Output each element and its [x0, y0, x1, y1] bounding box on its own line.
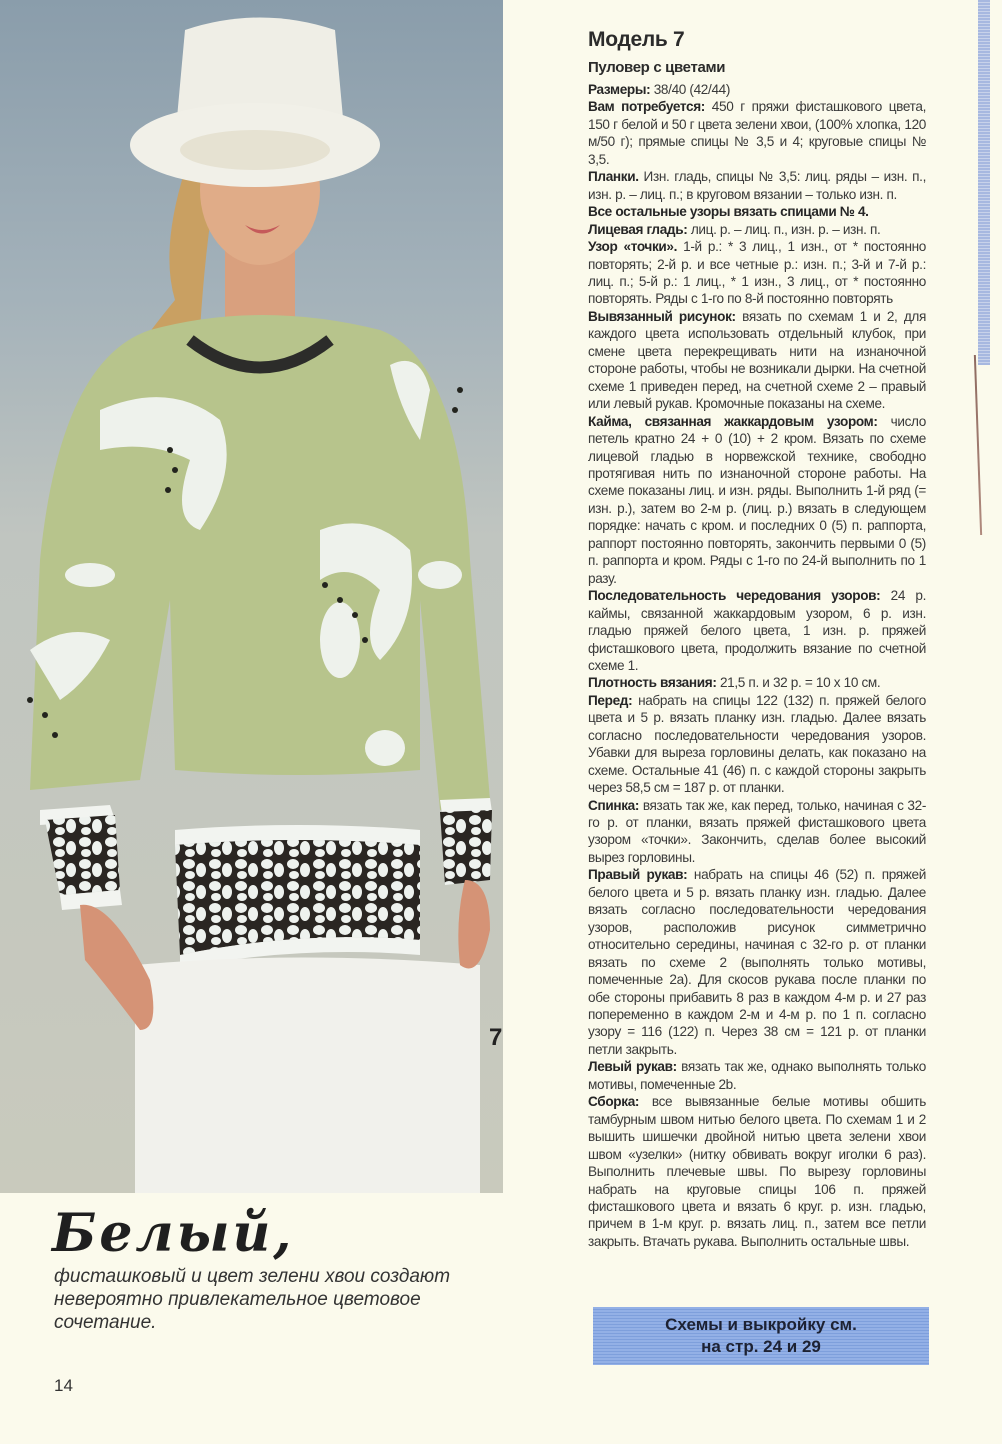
section-label: Размеры:: [588, 82, 651, 97]
schematics-reference-box: [593, 1307, 929, 1365]
section-materials: [588, 98, 926, 168]
section-label: Спинка:: [588, 797, 640, 813]
section-gauge: [588, 674, 926, 691]
section-stockinette: [588, 221, 926, 238]
model-title: Модель 7: [588, 28, 685, 51]
section-label: Вам потребуется:: [588, 99, 705, 115]
section-text: вязать так же, однако выполнять только мотивы, помеченные 2b.: [588, 1059, 926, 1092]
section-text: вязать так же, как перед, только, начиная с 32-го р. от планки, вязать пряжей фисташкового цвета узором «точки». Закончить, сделав более высокий вырез горловины.: [588, 797, 926, 865]
page-edge-strip: [978, 0, 990, 365]
section-label: Лицевая гладь:: [588, 221, 688, 237]
model-illustration: [0, 0, 503, 1193]
reference-line-1: Схемы и выкройку см.: [665, 1315, 857, 1334]
headline-title: Белый,: [52, 1203, 295, 1264]
section-label: Все остальные узоры вязать спицами № 4.: [588, 204, 869, 220]
section-right-sleeve: [588, 866, 926, 1058]
section-sizes: [588, 81, 926, 98]
section-text: 24 р. каймы, связанной жаккардовым узором, 6 р. изн. гладью пряжей белого цвета, 1 изн. р. пряжей фисташкового цвета, продолжить вязание по счетной схеме 1.: [588, 588, 926, 673]
section-dots-pattern: [588, 238, 926, 308]
section-text: все вывязанные белые мотивы обшить тамбурным швом нитью белого цвета. По схемам 1 и 2 вышить шишечки двойной нитью цвета зелени хвои швом «узелки» (нитку обвивать вокруг иголки 6 раз). Выполнить плечевые швы. По вырезу горловины набрать на круговые спицы 106 п. пряжей фисташкового цвета и вязать 6 круг. р. изн. гладью, причем в 1-м круг. р. вязать лиц. п., затем все петли закрыть. Втачать рукава. Выполнить остальные швы.: [588, 1094, 926, 1249]
section-text: 450 г пряжи фисташкового цвета, 150 г белой и 50 г цвета зелени хвои, (100% хлопка, 120 м/50 г); прямые спицы № 3,5 и 4; круговые спицы № 3,5.: [588, 99, 926, 167]
pattern-instructions: [588, 27, 926, 1250]
section-text: набрать на спицы 46 (52) п. пряжей белого цвета и 5 р. вязать планку изн. гладью. Далее вязать согласно последовательности чередования узоров, расположив рисунок симметрично относительно середины, начиная с 32-го р. от планки вязать по схеме 2 (выполнять только мотивы, помеченные 2а). Для скосов рукава после планки по обе стороны прибавить 8 раз в каждом 4-м р. и 27 раз попеременно в каждом 2-м и 4-м р. по 1 п. согласно узору = 116 (122) п. Через 38 см = 121 р. от планки петли закрыть.: [588, 867, 926, 1057]
headline-tagline: фисташковый и цвет зелени хвои создают невероятно привлекательное цветовое сочетание.: [54, 1266, 451, 1333]
section-label: Кайма, связанная жаккардовым узором:: [588, 413, 878, 429]
section-label: Последовательность чередования узоров:: [588, 588, 881, 604]
section-text: 1-й р.: * 3 лиц., 1 изн., от * постоянно повторять; 2-й р. и все четные р.: изн. п.; 3-й и 7-й р.: лиц. п.; 5-й р.: 1 лиц., * 1 изн., 3 лиц., от * постоянно повторять. Ряды с 1-го по 8-й постоянно повторять: [588, 239, 926, 307]
section-text: число петель кратно 24 + 0 (10) + 2 кром. Вязать по схеме лицевой гладью в норвежской технике, свободно протягивая нить по изнаночной стороне работы. На схеме показаны лиц. и изн. ряды. Выполнить 1-й ряд (= изн. р.), затем во 2-м р. (лиц. р.) вязать в следующем порядке: начать с кром. и последних 0 (5) п. раппорта, раппорт постоянно повторять, закончить первыми 0 (5) п. раппорта и кром. Ряды с 1-го по 24-й выполнить по 1 разу.: [588, 413, 927, 586]
page-edge-line: [974, 355, 982, 535]
section-label: Плотность вязания:: [588, 675, 717, 691]
section-label: Узор «точки».: [588, 239, 678, 255]
section-label: Планки.: [588, 169, 639, 185]
section-assembly: [588, 1093, 926, 1250]
section-text: набрать на спицы 122 (132) п. пряжей белого цвета и 5 р. вязать планку изн. гладью. Далее вязать согласно последовательности чередования узоров. Убавки для выреза горловины делать, как показано на схеме. Остальные 41 (46) п. с каждой стороны закрыть через 58,5 см = 187 р. от планки.: [588, 692, 926, 796]
section-left-sleeve: [588, 1058, 926, 1093]
reference-line-2: на стр. 24 и 29: [701, 1337, 821, 1356]
section-text: Изн. гладь, спицы № 3,5: лиц. ряды – изн. п., изн. р. – лиц. п.; в круговом вязании – только изн. п.: [588, 169, 926, 202]
section-text: 38/40 (42/44): [650, 82, 731, 97]
model-subtitle: Пуловер с цветами: [588, 59, 726, 76]
section-label: Левый рукав:: [588, 1059, 677, 1075]
section-front: [588, 692, 926, 797]
section-label: Вывязанный рисунок:: [588, 308, 736, 324]
section-label: Сборка:: [588, 1094, 640, 1110]
model-photo: [0, 0, 503, 1193]
section-pattern-sequence: [588, 587, 926, 674]
section-knitted-motif: [588, 308, 926, 413]
section-label: Правый рукав:: [588, 867, 688, 883]
section-jacquard-border: [588, 413, 926, 588]
section-label: Перед:: [588, 692, 633, 708]
section-needles-note: [588, 203, 926, 220]
page-number: 14: [54, 1376, 73, 1395]
section-text: лиц. р. – лиц. п., изн. р. – изн. п.: [687, 221, 881, 237]
model-number: 7: [489, 1024, 503, 1051]
section-text: вязать по схемам 1 и 2, для каждого цвета использовать отдельный клубок, при смене цвета перекрещивать нити на изнаночной стороне работы, чтобы не возникали дырки. На счетной схеме 1 приведен перед, на счетной схеме 2 – правый или левый рукав. Кромочные показаны на схеме.: [588, 308, 926, 412]
section-text: 21,5 п. и 32 р. = 10 х 10 см.: [716, 675, 881, 691]
section-bands: [588, 168, 926, 203]
section-back: [588, 797, 926, 867]
